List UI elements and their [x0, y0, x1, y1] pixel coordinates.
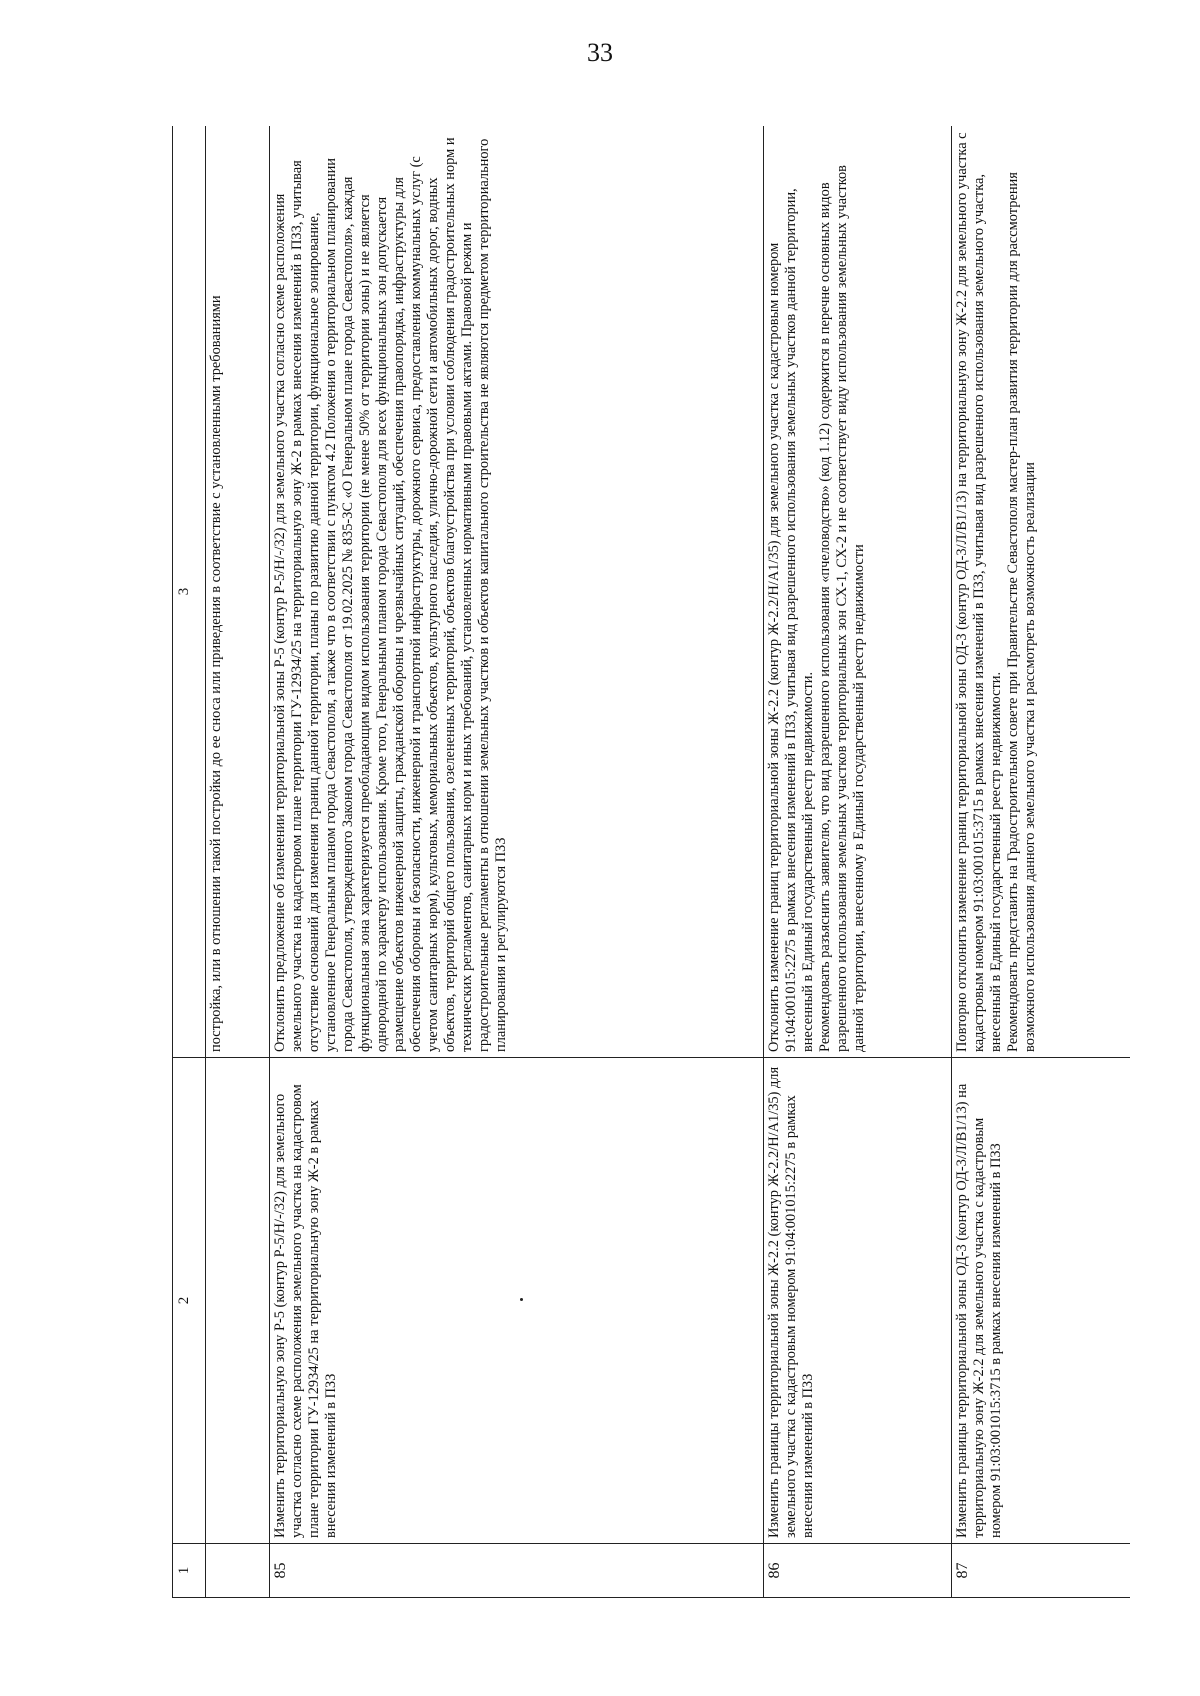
table-row — [764, 126, 952, 1598]
cell-proposal-empty — [206, 1058, 270, 1544]
rotated-table-wrapper — [172, 126, 1130, 1598]
cell-decision: Отклонить предложение об изменении территориальной зоны Р-5 (контур Р-5/Н/-/32) для земельного участка согласно схеме расположения земельного участка на кадастровом плане территории ГУ-12934/25 на территориальную зону Ж-2 в рамках внесения изменений в ПЗЗ, учитывая отсутствие оснований для изменения границ данной территории, планы по развитию данной территории, функциональное зонирование, установленное Генеральным планом города Севастополя, а также что в соответствии с пунктом 4.2 Положения о территориальном планировании города Севастополя, утвержденного Законом города Севастополя от 19.02.2025 № 835-ЗС «О Генеральном плане города Севастополя», каждая функциональная зона характеризуется преобладающим видом использования территории (не менее 50% от территории зоны) и не является однородной по характеру использования. Кроме того, Генеральным планом города Севастополя для всех функциональных зон допускается размещение объектов инженерной защиты, гражданской обороны и чрезвычайных ситуаций, обеспечения правопорядка, инфраструктуры для обеспечения обороны и безопасности, инженерной и транспортной инфраструктуры, дорожного сервиса, предоставления коммунальных услуг (с учетом санитарных норм), культовых, мемориальных объектов, культурного наследия, улично-дорожной сети и автомобильных дорог, водных объектов, территорий общего пользования, озелененных территорий, объектов благоустройства при условии соблюдения градостроительных норм и технических регламентов, санитарных норм и иных требований, установленных нормативными правовыми актами. Правовой режим и градостроительные регламенты в отношении земельных участков и объектов капитального строительства не являются предметом территориального планирования и регулируются ПЗЗ — [270, 126, 764, 1058]
cell-decision — [764, 126, 952, 1058]
decision-paragraph: Отклонить изменение границ территориальной зоны Ж-2.2 (контур Ж-2.2/Н/А1/35) для земельного участка с кадастровым номером 91:04:001015:2275 в рамках внесения изменений в ПЗЗ, учитывая вид разрешенного использования земельных участков данной территории, внесенный в Единый государственный реестр недвижимости. — [766, 188, 816, 1052]
decisions-table — [172, 126, 1130, 1598]
table-row — [952, 126, 1131, 1598]
cell-decision-continuation: постройка, или в отношении такой постройки до ее сноса или приведения в соответствие с установленными требованиями — [206, 126, 270, 1058]
row-number: 85 — [270, 1544, 764, 1598]
cell-proposal: Изменить территориальную зону Р-5 (контур Р-5/Н/-/32) для земельного участка согласно схеме расположения земельного участка на кадастровом плане территории ГУ-12934/25 на территориальную зону Ж-2 в рамках внесения изменений в ПЗЗ — [270, 1058, 764, 1544]
recommendation-paragraph: Рекомендовать разъяснить заявителю, что вид разрешенного использования «пчеловодство» (код 1.12) содержится в перечне основных видов разрешенного использования земельных участков территориальных зон СХ-1, СХ-2 и не соответствует виду использования земельных участков данной территории, внесенному в Единый государственный реестр недвижимости — [817, 165, 867, 1052]
page-number: 33 — [587, 38, 613, 67]
scan-speck — [520, 1298, 523, 1301]
table-header-row — [173, 126, 206, 1598]
row-number: 86 — [764, 1544, 952, 1598]
table-row-continuation — [206, 126, 270, 1598]
header-col-3: 3 — [173, 126, 206, 1058]
header-col-1: 1 — [173, 1544, 206, 1598]
cell-num-empty — [206, 1544, 270, 1598]
header-col-2: 2 — [173, 1058, 206, 1544]
cell-proposal: Изменить границы территориальной зоны Ж-2.2 (контур Ж-2.2/Н/А1/35) для земельного участка с кадастровым номером 91:04:001015:2275 в рамках внесения изменений в ПЗЗ — [764, 1058, 952, 1544]
row-number: 87 — [952, 1544, 1131, 1598]
table-frame — [172, 126, 1130, 1598]
cell-decision — [952, 126, 1131, 1058]
recommendation-paragraph: Рекомендовать представить на Градостроительном совете при Правительстве Севастополя мастер-план развития территории для рассмотрения возможного использования данного земельного участка и рассмотреть возможность реализации — [1005, 172, 1038, 1052]
table-row — [270, 126, 764, 1598]
cell-proposal: Изменить границы территориальной зоны ОД-3 (контур ОД-3/Л/В1/13) на территориальную зону Ж-2.2 для земельного участка с кадастровым номером 91:03:001015:3715 в рамках внесения изменений в ПЗЗ — [952, 1058, 1131, 1544]
decision-paragraph: Повторно отклонить изменение границ территориальной зоны ОД-3 (контур ОД-3/Л/В1/13) на территориальную зону Ж-2.2 для земельного участка с кадастровым номером 91:03:001015:3715 в рамках внесения изменений в ПЗЗ, учитывая вид разрешенного использования земельного участка, внесенный в Единый государственный реестр недвижимости. — [954, 132, 1004, 1052]
